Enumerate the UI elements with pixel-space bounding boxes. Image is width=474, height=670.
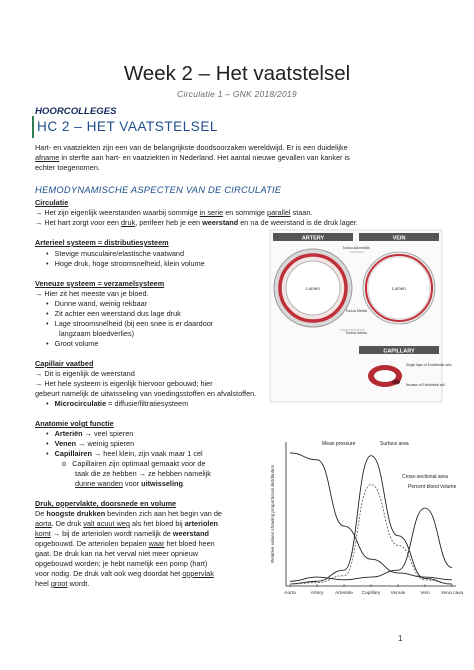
venous-title-text: Veneuze systeem = verzamelsysteem (35, 279, 165, 288)
text-bold: hoogste drukken (46, 509, 106, 518)
pressure-title-text: Druk, oppervlakte, doorsnede en volume (35, 499, 177, 508)
pressure-line (35, 579, 89, 589)
heading-accent-bar (32, 116, 34, 138)
text-underline: groot (50, 579, 68, 588)
list-item (46, 309, 181, 319)
text: als het bloed bij (129, 519, 185, 528)
list-item (46, 249, 184, 259)
series-label: Percent blood volume (408, 484, 457, 490)
endothelial-nucleus (392, 380, 400, 385)
text-underline: dunne wanden (75, 479, 123, 488)
bullet-icon: • (46, 399, 55, 408)
intro-underline: afname (35, 153, 60, 162)
capillary-label: CAPILLARY (383, 348, 415, 355)
vein-label: VEIN (392, 235, 406, 242)
list-item (46, 259, 205, 269)
distribution-chart (262, 436, 464, 612)
artery-lumen-label: Lumen (306, 286, 320, 291)
list-item-text: Lage stroomsnelheid (bij een snee is er daardoor (54, 319, 214, 328)
text: het bloed heen (164, 539, 215, 548)
list-item (46, 299, 147, 309)
pressure-line (35, 509, 222, 519)
text-bold: uitwisseling (141, 479, 183, 488)
text: . De druk (51, 519, 84, 528)
text: voor nodig. De druk valt ook weg doordat het (35, 569, 183, 578)
single-layer-label: Single layer of Endothelial cells (406, 363, 452, 367)
text-bold: Microcirculatie (54, 399, 107, 408)
pressure-line (35, 539, 215, 549)
hemodynamics-heading: HEMODYNAMISCHE ASPECTEN VAN DE CIRCULATIE (35, 184, 282, 195)
text-bold: arteriolen (184, 519, 218, 528)
list-item-continuation: langzaam bloedverlies) (59, 329, 135, 338)
arterial-title (35, 238, 169, 248)
list-item (46, 319, 213, 329)
bullet-icon: • (46, 259, 55, 268)
text: → bij de arteriolen wordt namelijk de (50, 529, 173, 538)
series-label: Cross-sectional area (402, 474, 448, 480)
pressure-line: opgebouwd worden; je hebt namelijk een pomp (hart) (35, 559, 208, 568)
pressure-line (35, 519, 218, 529)
vessel-cross-section-figure (270, 230, 452, 402)
text: → weinig spieren (76, 439, 135, 448)
x-tick-label: Venule (390, 591, 406, 596)
x-tick-label: Vena cava (440, 591, 464, 596)
list-item-text: Hoge druk, hoge stroomsnelheid, klein volume (54, 259, 205, 268)
text: → heel klein, zijn vaak maar 1 cel (91, 449, 203, 458)
list-item-text: Stevige musculaire/elastische vaatwand (54, 249, 185, 258)
list-item-text: Zit achter een weerstand dus lage druk (54, 309, 181, 318)
tunica-media-label: Tunica Media (345, 309, 367, 313)
capillary-line: → Dit is eigenlijk de weerstand (35, 369, 135, 378)
text: → Het hart zorgt voor een (35, 218, 121, 227)
text-bold: Arteriën (54, 429, 83, 438)
tunica-externa-label: Tunica Adventitia (342, 246, 370, 250)
text: Capillairen zijn optimaal gemaakt voor de (72, 459, 206, 468)
text: . (182, 479, 185, 488)
text: en sommige (223, 208, 268, 217)
bullet-icon: • (46, 249, 55, 258)
text: wordt. (67, 579, 90, 588)
text-underline: komt (35, 529, 51, 538)
text-bold: weerstand (202, 218, 239, 227)
bullet-icon: • (46, 339, 55, 348)
sub-list-item (62, 459, 206, 469)
text-underline: parallel (267, 208, 291, 217)
tunica-intima-label: Tunica Intima (345, 331, 367, 335)
text-underline: druk (120, 218, 136, 227)
text: opgebouwd. De arteriolen bepalen (35, 539, 149, 548)
chart-background (262, 436, 460, 612)
arterial-title-text: Arterieel systeem = distributiesysteem (35, 238, 169, 247)
vein-lumen-label: Lumen (392, 286, 406, 291)
circle-bullet-icon: o (62, 459, 73, 468)
capillary-line: → Het hele systeem is eigenlijk hiervoor gebouwd; hier (35, 379, 213, 388)
sub-list-continuation: taak die ze hebben → ze hebben namelijk (75, 469, 211, 478)
bullet-icon: • (46, 439, 55, 448)
bullet-icon: • (46, 319, 55, 328)
artery-label: ARTERY (301, 235, 325, 242)
intro-line (35, 153, 350, 163)
x-tick-label: Capillary (361, 591, 381, 596)
text-underline: oppervlak (182, 569, 214, 578)
text: bevinden zich aan het begin van de (105, 509, 222, 518)
list-item (46, 449, 203, 459)
text: heel (35, 579, 51, 588)
capillary-title (35, 359, 93, 369)
text-underline: in serie (199, 208, 224, 217)
text: → veel spieren (82, 429, 134, 438)
intro-text: in sterfte aan hart- en vaatziekten in Nederland. Het aantal nieuwe gevallen van kanker is (59, 153, 350, 162)
text-bold: Capillairen (54, 449, 92, 458)
text: staan. (290, 208, 313, 217)
circulation-title (35, 198, 68, 208)
circulation-title-text: Circulatie (35, 198, 69, 207)
venous-lead: → Hier zit het meeste van je bloed. (35, 289, 149, 298)
text: en na de weerstand is de druk lager. (238, 218, 358, 227)
bullet-icon: • (46, 309, 55, 318)
anatomy-title (35, 419, 114, 429)
venous-title (35, 279, 164, 289)
capillary-title-text: Capillair vaatbed (35, 359, 94, 368)
list-item (46, 399, 188, 409)
y-axis-label: Relative values showing proportional distribution (270, 464, 275, 564)
text: voor (122, 479, 142, 488)
page-subtitle: Circulatie 1 – GNK 2018/2019 (177, 89, 297, 99)
capillary-lumen (374, 370, 396, 382)
x-tick-label: Artery (310, 591, 324, 596)
list-item (46, 439, 134, 449)
pressure-line (35, 569, 214, 579)
list-item-text: Groot volume (54, 339, 99, 348)
bullet-icon: • (46, 449, 55, 458)
list-item (46, 429, 133, 439)
x-tick-label: Aorta (284, 591, 296, 596)
bullet-icon: • (46, 299, 55, 308)
text-bold: weerstand (172, 529, 209, 538)
x-tick-label: Vein (420, 591, 430, 596)
text-bold: Venen (54, 439, 77, 448)
series-label: Mean pressure (322, 441, 356, 447)
list-item-text: Dunne wand, weinig rekbaar (54, 299, 148, 308)
text: → Het zijn eigenlijk weerstanden waarbij sommige (35, 208, 200, 217)
bullet-icon: • (46, 429, 55, 438)
text-underline: aorta (35, 519, 52, 528)
text-underline: waar (148, 539, 165, 548)
list-item (46, 339, 98, 349)
lecture-heading: HC 2 – HET VAATSTELSEL (37, 119, 218, 134)
pressure-line: gaat. De druk kan na het verval niet meer opnieuw (35, 549, 199, 558)
text: = diffusie/filtratiesysteem (106, 399, 189, 408)
section-heading: HOORCOLLEGES (35, 106, 117, 117)
page-title: Week 2 – Het vaatstelsel (123, 62, 351, 85)
anatomy-title-text: Anatomie volgt functie (35, 419, 114, 428)
circulation-line (35, 218, 358, 228)
circulation-line (35, 208, 312, 218)
intro-line: Hart- en vaatziekten zijn een van de belangrijkste doodsoorzaken wereldwijd. Er is een duidelijke (35, 143, 348, 152)
capillary-line: gebeurt namelijk de uitwisseling van voedingsstoffen en afvalstoffen. (35, 389, 257, 398)
x-tick-label: Arteriole (335, 591, 353, 596)
text: De (35, 509, 47, 518)
intro-line: echter toegenomen. (35, 163, 100, 172)
pressure-title (35, 499, 176, 509)
nucleus-label: Nucleus of Endothelial cell (406, 383, 445, 387)
pressure-line (35, 529, 209, 539)
sub-list-continuation (75, 479, 185, 489)
series-label: Surface area (380, 441, 409, 447)
text: , perifeer heb je een (135, 218, 203, 227)
text-underline: valt acuut weg (83, 519, 130, 528)
page-number: 1 (398, 634, 403, 643)
